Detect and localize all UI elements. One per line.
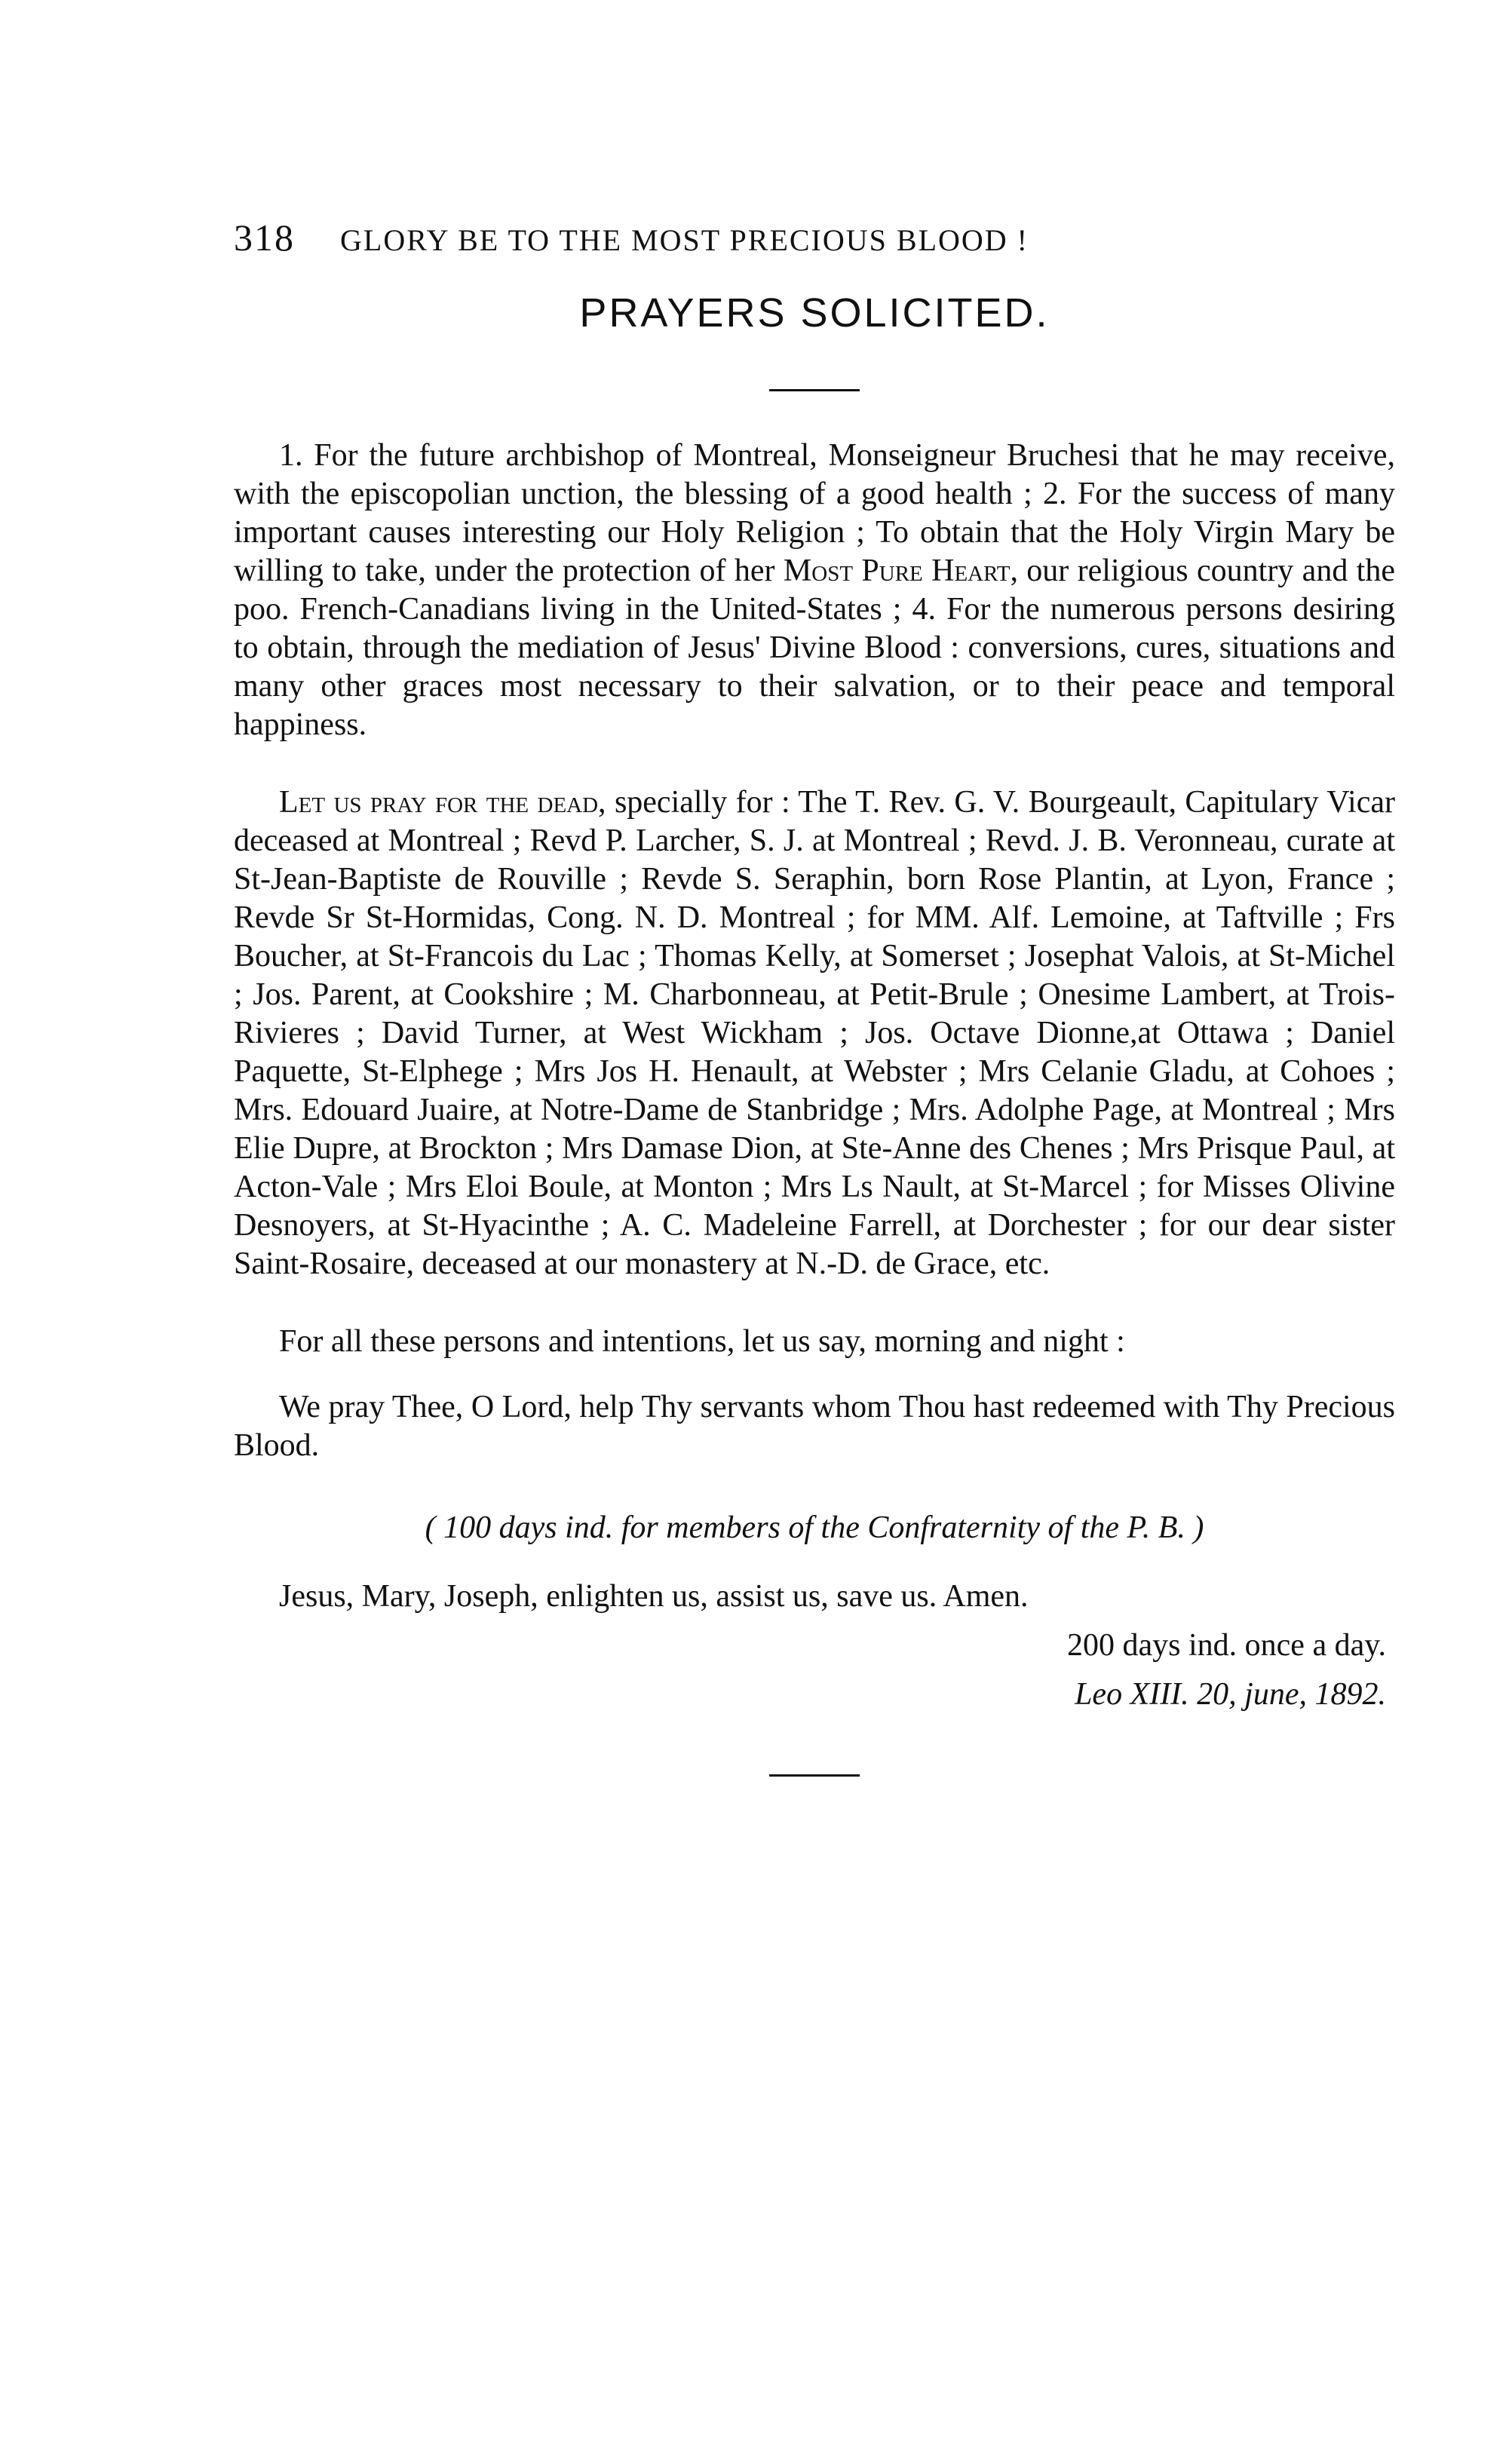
title-rule — [769, 389, 860, 391]
for-all-paragraph: For all these persons and intentions, let us say, morning and night : — [279, 1324, 1125, 1359]
aspiration-indulgence: 200 days ind. once a day. — [1067, 1628, 1386, 1663]
intentions-text-b: , our religious country and the poo. French-Canadians living in the United-States ; 4. For the numerous persons desiring to obtain, through the mediation of Jesus' Divine Blood : conversions, cures, situations and many other graces most necessary to their salvation, or to their peace and temporal happiness. — [234, 553, 1395, 742]
running-title: GLORY BE TO THE MOST PRECIOUS BLOOD ! — [340, 223, 1029, 257]
closing-rule — [769, 1774, 860, 1777]
running-header — [234, 216, 1395, 264]
section-title: PRAYERS SOLICITED. — [579, 290, 1050, 336]
page-number: 318 — [234, 216, 295, 259]
prayer-paragraph: We pray Thee, O Lord, help Thy servants whom Thou hast redeemed with Thy Precious Blood. — [234, 1390, 1395, 1463]
dead-paragraph — [234, 783, 1395, 1283]
dead-lead: Let us pray for the dead, — [279, 785, 606, 820]
intentions-heart: Most Pure Heart — [783, 553, 1011, 588]
document-page — [234, 216, 1395, 1777]
aspiration-line: Jesus, Mary, Joseph, enlighten us, assist us, save us. Amen. — [279, 1579, 1029, 1614]
citation: Leo XIII. 20, june, 1892. — [1075, 1677, 1386, 1712]
dead-list: specially for : The T. Rev. G. V. Bourgeault, Capitulary Vicar deceased at Montreal ; Revd P. Larcher, S. J. at Montreal ; Revd. J. B. Veronneau, curate at St-Jean-Baptiste de Rouville ; Revde S. Seraphin, born Rose Plantin, at Lyon, France ; Revde Sr St-Hormidas, Cong. N. D. Montreal ; for MM. Alf. Lemoine, at Taftville ; Frs Boucher, at St-Francois du Lac ; Thomas Kelly, at Somerset ; Josephat Valois, at St-Michel ; Jos. Parent, at Cookshire ; M. Charbonneau, at Petit-Brule ; Onesime Lambert, at Trois-Rivieres ; David Turner, at West Wickham ; Jos. Octave Dionne,at Ottawa ; Daniel Paquette, St-Elphege ; Mrs Jos H. Henault, at Webster ; Mrs Celanie Gladu, at Cohoes ; Mrs. Edouard Juaire, at Notre-Dame de Stanbridge ; Mrs. Adolphe Page, at Montreal ; Mrs Elie Dupre, at Brockton ; Mrs Damase Dion, at Ste-Anne des Chenes ; Mrs Prisque Paul, at Acton-Vale ; Mrs Eloi Boule, at Monton ; Mrs Ls Nault, at St-Marcel ; for Misses Olivine Desnoyers, at St-Hyacinthe ; A. C. Madeleine Farrell, at Dorchester ; for our dear sister Saint-Rosaire, deceased at our monastery at N.-D. de Grace, etc. — [234, 785, 1395, 1281]
intentions-paragraph — [234, 437, 1395, 744]
indulgence-note: ( 100 days ind. for members of the Confraternity of the P. B. ) — [425, 1510, 1204, 1545]
intentions-text-a: 1. For the future archbishop of Montreal, Monseigneur Bruchesi that he may receive, with the episcopolian unction, the blessing of a good health ; 2. For the success of many important causes interesting our Holy Religion ; To obtain that the Holy Virgin Mary be willing to take, under the protection of her — [234, 438, 1395, 588]
